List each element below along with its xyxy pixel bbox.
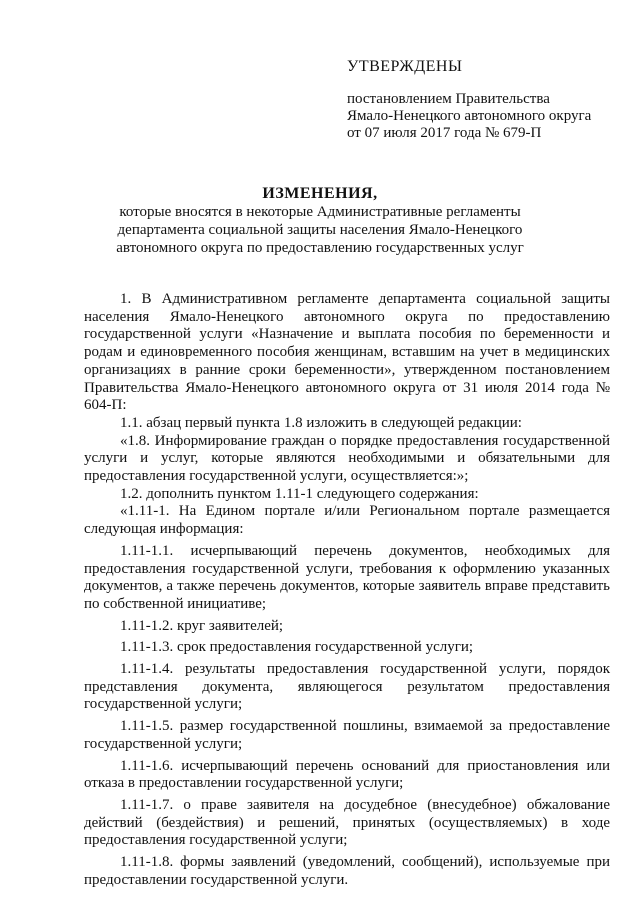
paragraph-1-11-1-5: 1.11-1.5. размер государственной пошлины, взимаемой за предоставление государственной услуги; [84,718,610,752]
document-heading [110,185,530,257]
paragraph-1-11-1-7: 1.11-1.7. о праве заявителя на досудебное (внесудебное) обжалование действий (бездействия) и решений, принятых (осуществляемых) в ходе предоставления государственной услуги; [84,796,610,849]
approval-title: УТВЕРЖДЕНЫ [347,58,463,75]
paragraph-1-11-1-4: 1.11-1.4. результаты предоставления государственной услуги, порядок представления документа, являющегося результатом предоставления государственной услуги; [84,661,610,713]
paragraph-1-11-1-2: 1.11-1.2. круг заявителей; [120,617,284,634]
document-title: ИЗМЕНЕНИЯ, [262,185,378,202]
paragraph-1-11-1-1: 1.11-1.1. исчерпывающий перечень документов, необходимых для предоставления государственной услуги, требования к оформлению указанных документов, а также перечень документов, которые заявитель вправе представить по собственной инициативе; [84,542,610,612]
paragraph-quote-1-8: «1.8. Информирование граждан о порядке предоставления государственной услуги и услуг, которые являются необходимыми и обязательными для предоставления государственной услуги, осуществляется:»; [84,432,610,485]
document-subtitle: которые вносятся в некоторые Административные регламенты департамента социальной защиты населения Ямало-Ненецкого автономного округа по предоставлению государственных услуг [116,204,524,256]
approval-block [347,58,627,142]
paragraph-1-11-1: «1.11-1. На Едином портале и/или Региональном портале размещается следующая информация: [84,503,610,538]
paragraph-1-11-1-6: 1.11-1.6. исчерпывающий перечень оснований для приостановления или отказа в предоставлении государственной услуги; [84,757,610,792]
approval-line-1: постановлением Правительства [347,91,550,107]
paragraph-1-1: 1.1. абзац первый пункта 1.8 изложить в следующей редакции: [120,414,522,431]
approval-line-3: от 07 июля 2017 года № 679-П [347,125,542,141]
document-body [84,291,610,890]
paragraph-1-11-1-8: 1.11-1.8. формы заявлений (уведомлений, сообщений), используемые при предоставлении государственной услуги. [84,854,610,888]
paragraph-1-11-1-3: 1.11-1.3. срок предоставления государственной услуги; [120,639,474,656]
paragraph-1-2: 1.2. дополнить пунктом 1.11-1 следующего содержания: [120,485,479,502]
paragraph-1: 1. В Административном регламенте департамента социальной защиты населения Ямало-Ненецкого автономного округа по предоставлению государственной услуги «Назначение и выплата пособия по беременности и родам и единовременного пособия женщинам, вставшим на учет в медицинских организациях в ранние сроки беременности», утвержденном постановлением Правительства Ямало-Ненецкого автономного округа от 31 июля 2014 года № 604-П: [84,291,610,414]
approval-line-2: Ямало-Ненецкого автономного округа [347,108,592,124]
